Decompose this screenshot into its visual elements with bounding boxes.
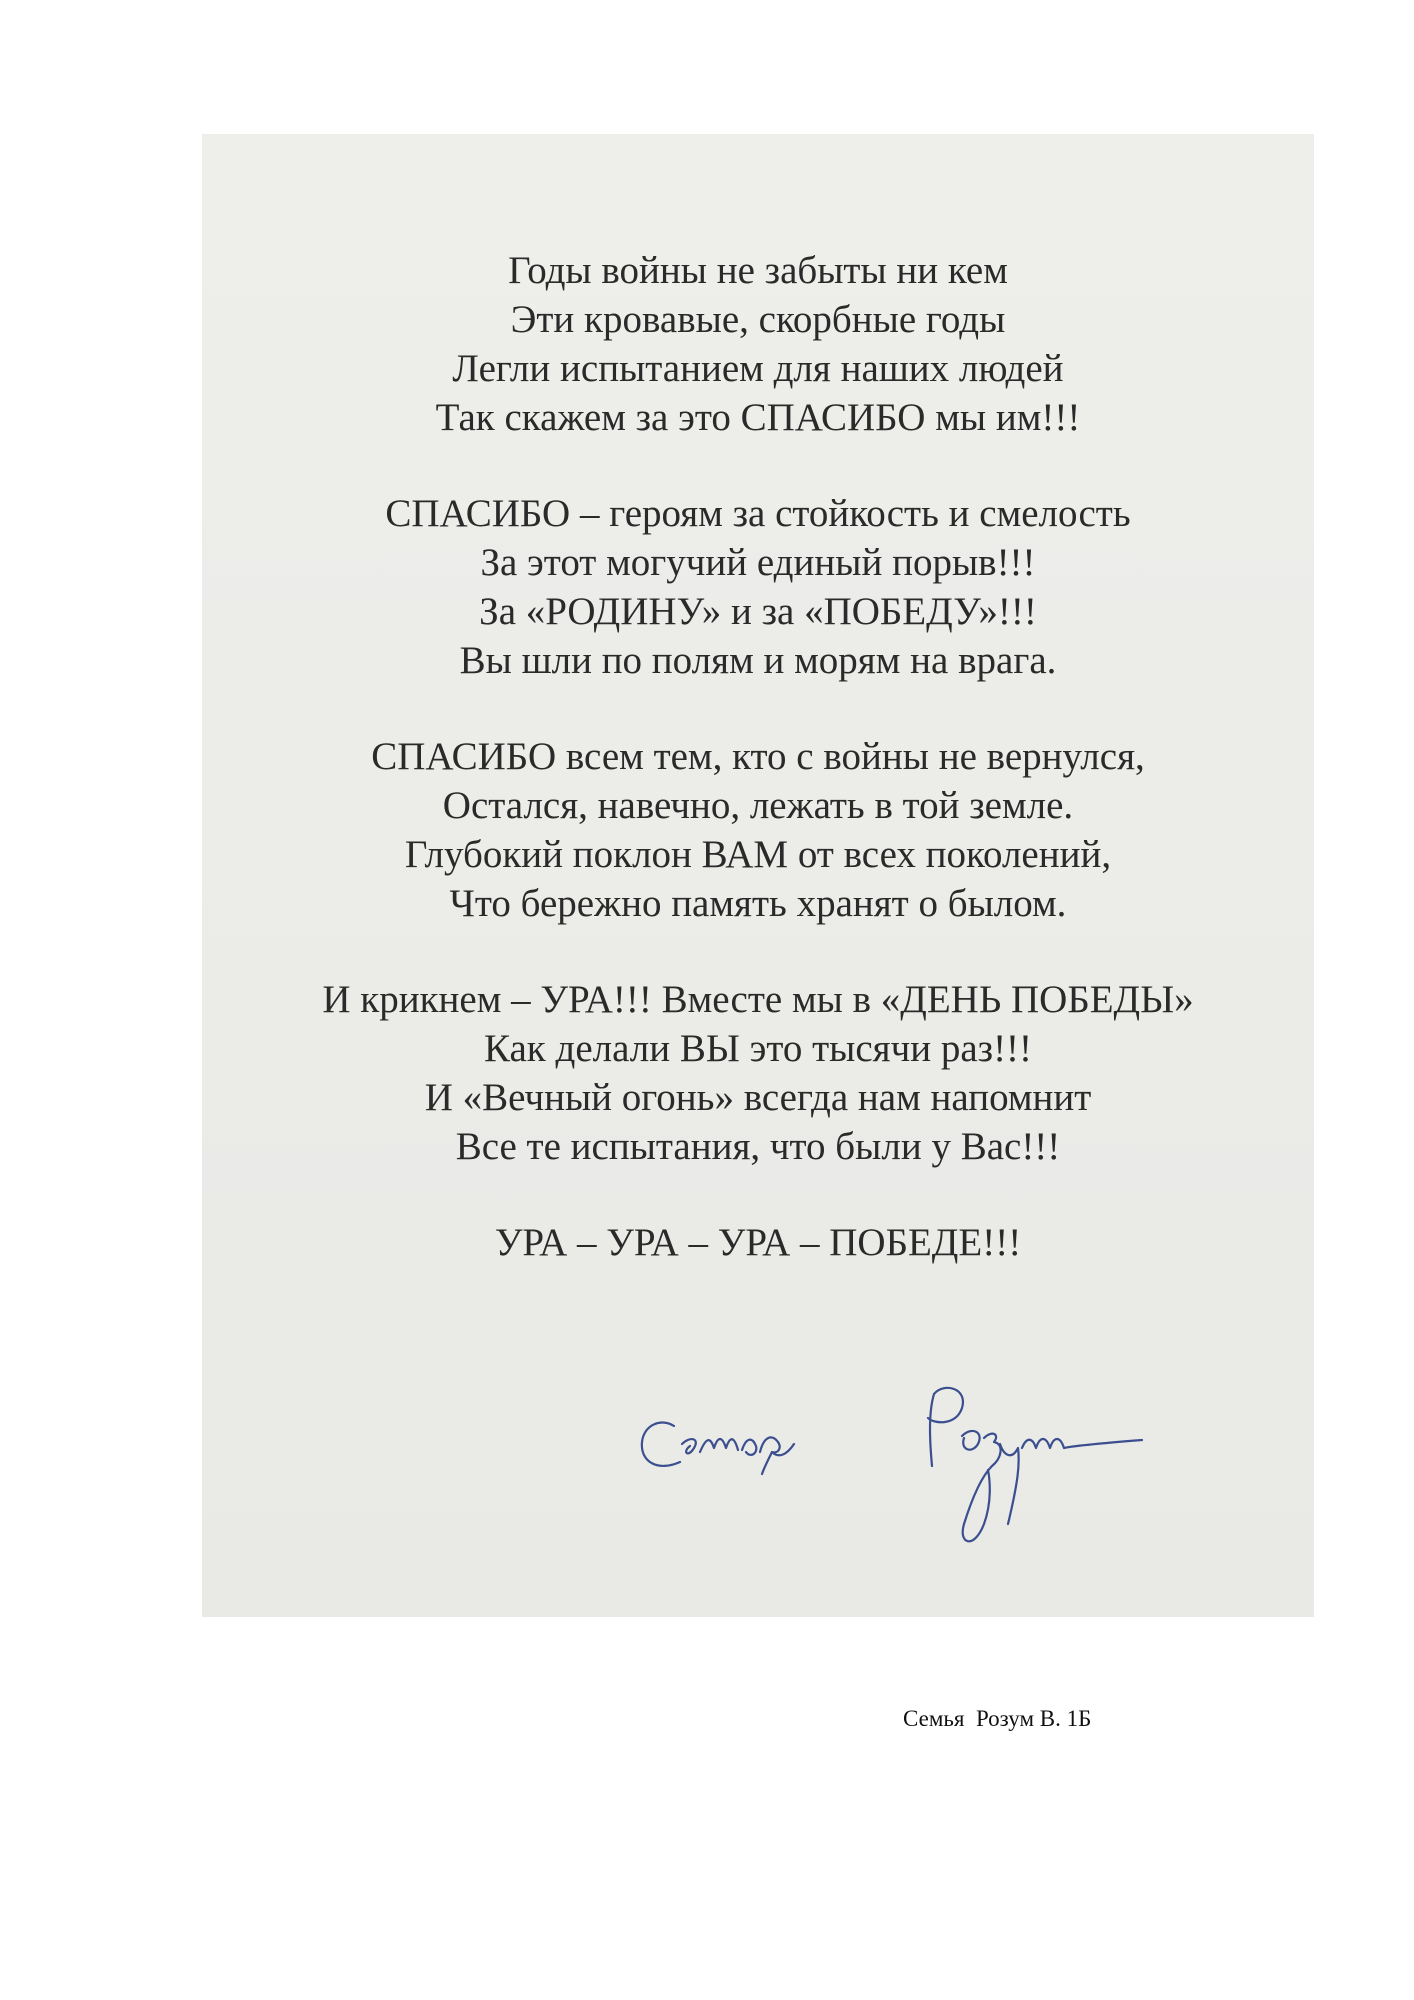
poem-line: СПАСИБО всем тем, кто с войны не вернулся, [371,735,1145,778]
poem-line: За этот могучий единый порыв!!! [480,541,1036,584]
letter-photo [202,134,1314,1617]
poem-line: За «РОДИНУ» и за «ПОБЕДУ»!!! [479,590,1037,633]
stanza-4 [202,975,1314,1171]
handwritten-signature [622,1374,1202,1554]
stanza-3 [202,732,1314,928]
poem-line: Остался, навечно, лежать в той земле. [442,784,1074,827]
poem-line: Как делали ВЫ это тысячи раз!!! [483,1027,1033,1070]
stanza-2 [202,489,1314,685]
caption: Семья Розум В. 1Б [903,1706,1092,1731]
signature-word-2 [928,1388,1142,1541]
poem-line: И крикнем – УРА!!! Вместе мы в «ДЕНЬ ПОБЕДЫ» [322,978,1194,1021]
poem [202,246,1314,1314]
poem-line: Годы войны не забыты ни кем [508,249,1008,292]
poem-line: Вы шли по полям и морям на врага. [459,639,1057,682]
poem-line: И «Вечный огонь» всегда нам напомнит [424,1076,1092,1119]
stanza-5 [202,1218,1314,1267]
poem-line: СПАСИБО – героям за стойкость и смелость [385,492,1131,535]
poem-line: Все те испытания, что были у Вас!!! [455,1125,1061,1168]
stanza-1 [202,246,1314,442]
signature-word-1 [642,1423,794,1474]
poem-line: Эти кровавые, скорбные годы [510,298,1006,341]
poem-line: Легли испытанием для наших людей [452,347,1064,390]
poem-line: Глубокий поклон ВАМ от всех поколений, [404,833,1112,876]
poem-line: УРА – УРА – УРА – ПОБЕДЕ!!! [494,1221,1022,1264]
poem-line: Так скажем за это СПАСИБО мы им!!! [435,396,1081,439]
poem-line: Что бережно память хранят о былом. [449,882,1067,925]
